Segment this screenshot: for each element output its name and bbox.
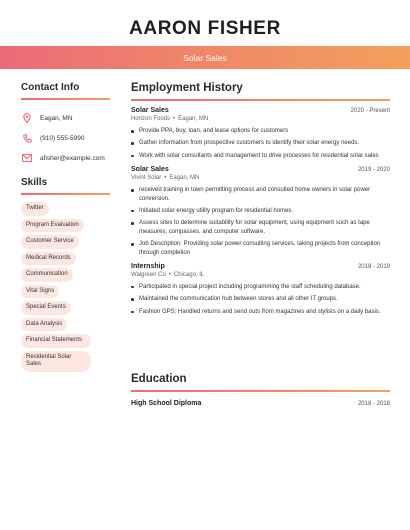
- skill-pill: Program Evaluation: [21, 219, 84, 233]
- education-dates: 2018 - 2018: [357, 401, 390, 407]
- skill-pill: Communication: [21, 268, 73, 282]
- job-bullet: Provide PPA, buy, loan, and lease options for customers: [131, 127, 390, 135]
- skill-pill: Financial Statements: [21, 334, 91, 348]
- contact-location: [21, 108, 110, 128]
- job-bullet: received training in town permitting process and consulted home owners in solar power conversion.: [131, 186, 390, 203]
- envelope-icon: [21, 152, 33, 164]
- skills-section: [21, 177, 110, 375]
- job-entry: [131, 263, 390, 316]
- job-bullet: Work with solar consultants and management to drive processes for residential solar sales: [131, 152, 390, 160]
- contact-divider: [21, 98, 110, 100]
- title-banner: [0, 46, 410, 69]
- skill-pill: Special Events: [21, 301, 71, 315]
- job-bullet: Gather information from prospective customers to identify their solar energy needs.: [131, 139, 390, 147]
- job-bullet: Participated in special project including programming the staff scheduling database.: [131, 283, 390, 291]
- job-bullet: Assess sites to determine suitability for solar equipment, using equipment such as tape measures, compasses, and computer software.: [131, 219, 390, 236]
- contact-section: [21, 82, 110, 168]
- skill-pill: Data Analysis: [21, 318, 67, 332]
- education-section: [131, 373, 390, 407]
- skill-pill: Vital Signs: [21, 285, 59, 299]
- email-link[interactable]: afisher@example.com: [40, 154, 105, 162]
- education-heading: Education: [131, 373, 187, 385]
- job-dates: 2020 - Present: [350, 108, 390, 114]
- separator-dot: •: [164, 175, 167, 182]
- job-bullet: Initiated solar energy utility program for residential homes.: [131, 207, 390, 215]
- job-company: Walgreen Co: [131, 271, 166, 278]
- skills-divider: [21, 193, 110, 195]
- job-bullet: Fashion GPS: Handled returns and send outs from magazines and stylists on a daily basis.: [131, 308, 390, 316]
- job-bullet: Maintained the communication hub between stores and all other IT groups.: [131, 295, 390, 303]
- skills-heading: Skills: [21, 177, 48, 188]
- skill-pill: Twitter: [21, 202, 49, 216]
- contact-email[interactable]: [21, 148, 110, 168]
- job-position: Solar Sales: [131, 107, 169, 114]
- skill-pill: Medical Records: [21, 252, 76, 266]
- education-divider: [131, 390, 390, 392]
- job-location: Eagan, MN: [169, 175, 200, 182]
- education-degree: High School Diploma: [131, 400, 202, 407]
- employment-section: [131, 82, 390, 320]
- job-entry: [131, 107, 390, 160]
- job-position: Solar Sales: [131, 166, 169, 174]
- separator-dot: •: [173, 116, 176, 122]
- job-company: Horizon Foods: [131, 116, 171, 122]
- job-dates: 2018 - 2019: [357, 263, 390, 270]
- job-dates: 2019 - 2020: [357, 167, 390, 174]
- candidate-name: AARON FISHER: [129, 18, 281, 39]
- location-text: Eagan, MN: [40, 114, 73, 122]
- skill-pill: Customer Service: [21, 235, 79, 249]
- separator-dot: •: [168, 271, 171, 278]
- job-location: Eagan, MN: [178, 116, 209, 122]
- phone-text: (910) 555-5990: [40, 134, 85, 142]
- job-title-label: Solar Sales: [183, 52, 227, 63]
- job-entry: [131, 166, 390, 257]
- contact-phone: [21, 128, 110, 148]
- employment-heading: Employment History: [131, 82, 243, 94]
- location-pin-icon: [21, 112, 33, 124]
- job-company: Vivint Solar: [131, 175, 162, 182]
- contact-heading: Contact Info: [21, 82, 80, 93]
- job-bullet: Job Description: Providing solar power consulting services, taking projects from conception through completion: [131, 240, 390, 257]
- phone-icon: [21, 132, 33, 144]
- left-column: [21, 82, 110, 367]
- job-location: Chicago, IL: [173, 271, 205, 278]
- skill-pill: Residential Solar Sales: [21, 351, 91, 372]
- job-position: Internship: [131, 262, 165, 270]
- employment-divider: [131, 99, 390, 101]
